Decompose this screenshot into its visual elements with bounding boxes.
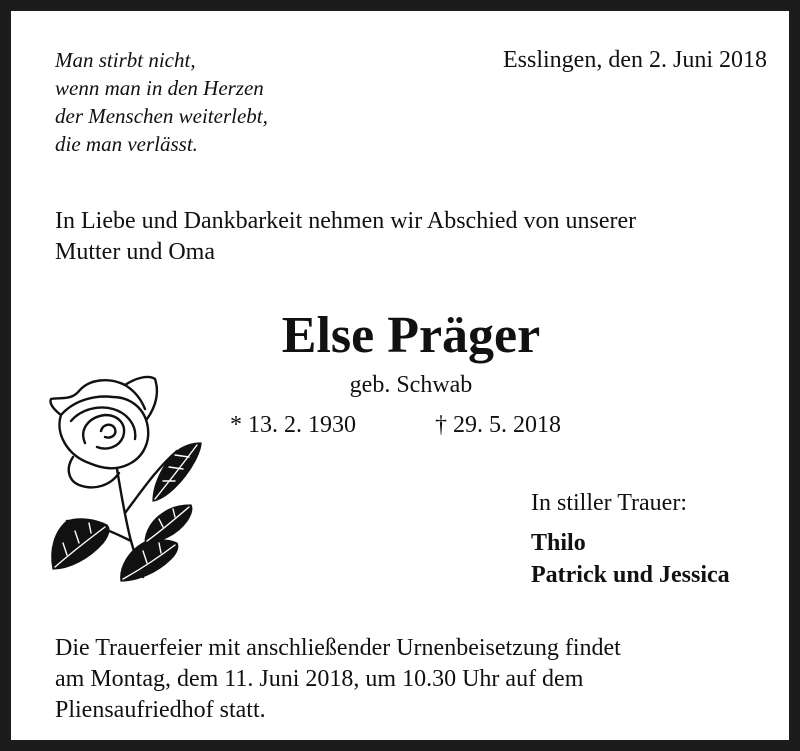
- mourner-name: Thilo: [531, 530, 586, 556]
- funeral-notice: [55, 633, 775, 726]
- rose-icon: [45, 373, 205, 583]
- mourning-label: In stiller Trauer:: [531, 490, 687, 516]
- motto-line: wenn man in den Herzen: [55, 76, 264, 100]
- funeral-line: am Montag, dem 11. Juni 2018, um 10.30 Uhr auf dem: [55, 666, 584, 692]
- death-date: † 29. 5. 2018: [435, 412, 561, 438]
- intro-line: In Liebe und Dankbarkeit nehmen wir Abschied von unserer: [55, 208, 637, 234]
- motto-line: die man verlässt.: [55, 132, 198, 156]
- birth-date: * 13. 2. 1930: [230, 412, 356, 438]
- place-date: Esslingen, den 2. Juni 2018: [503, 47, 767, 73]
- motto-line: der Menschen weiterlebt,: [55, 104, 268, 128]
- deceased-name: Else Präger: [281, 307, 541, 364]
- motto-line: Man stirbt nicht,: [55, 48, 196, 72]
- funeral-line: Die Trauerfeier mit anschließender Urnenbeisetzung findet: [55, 635, 621, 661]
- mourner-name: Patrick und Jessica: [531, 562, 730, 588]
- maiden-name: geb. Schwab: [349, 372, 473, 398]
- mourner-names: [531, 527, 730, 591]
- intro-text: [55, 206, 775, 268]
- funeral-line: Pliensaufriedhof statt.: [55, 697, 266, 723]
- intro-line: Mutter und Oma: [55, 239, 215, 265]
- motto-verse: [55, 46, 355, 158]
